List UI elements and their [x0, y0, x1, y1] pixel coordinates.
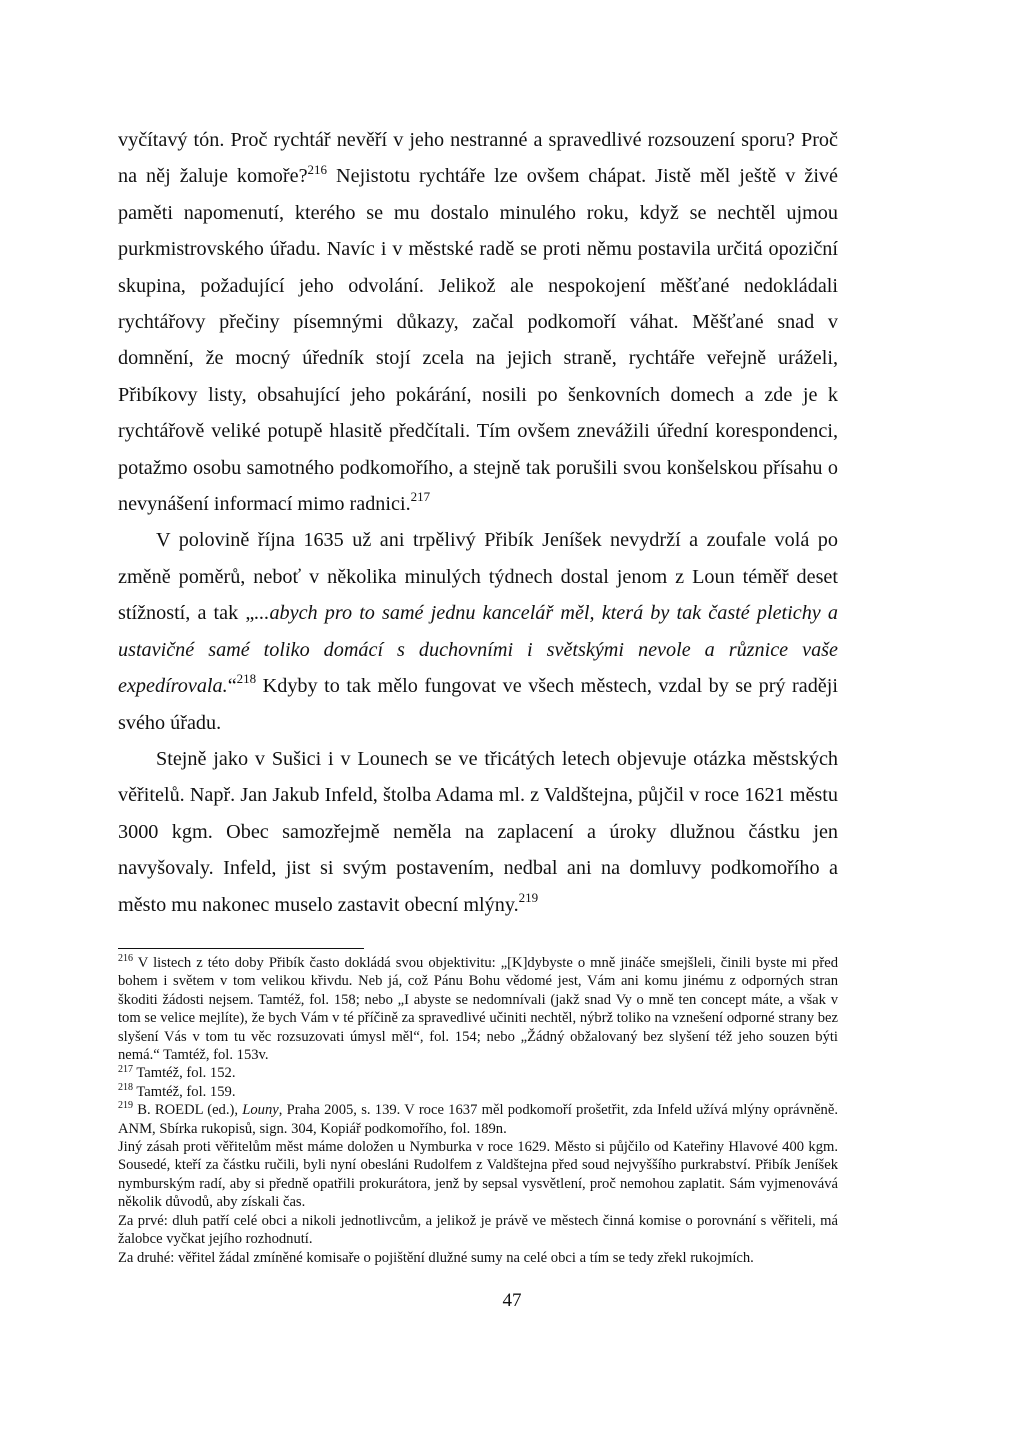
footnote-ref: 217: [118, 1063, 133, 1075]
text-run: Tamtéž, fol. 152.: [133, 1065, 236, 1082]
footnote: [118, 954, 838, 1064]
footnote: [118, 1249, 838, 1267]
text-run: Stejně jako v Sušici i v Lounech se ve třicátých letech objevuje otázka městských věřitelů. Např. Jan Jakub Infeld, štolba Adama ml. z Valdštejna, půjčil v roce 1621 městu 3000 kgm. Obec samozřejmě neměla na zaplacení a úroky dlužnou částku jen navyšovaly. Infeld, jist si svým postavením, nedbal ani na domluvy podkomořího a město mu nakonec muselo zastavit obecní mlýny.: [118, 747, 838, 916]
page-number: 47: [502, 1290, 522, 1311]
footnote: [118, 1138, 838, 1212]
footnote-ref: 216: [118, 953, 133, 965]
footnote-ref: 216: [307, 161, 328, 177]
footnote: [118, 1064, 838, 1082]
text-run: vyčítavý tón. Proč rychtář nevěří v jeho nestranné a spravedlivé rozsouzení sporu? Proč na něj žaluje komoře?: [118, 129, 838, 188]
italic-text: ...abych pro to samé jednu kancelář měl, která by tak časté pletichy a ustavičné samé toliko domácí s duchovními i světskými nevole a různice vaše expedírovala.: [118, 602, 838, 698]
text-run: Tamtéž, fol. 159.: [133, 1083, 236, 1100]
footnote-ref: 218: [118, 1081, 133, 1093]
paragraph: [118, 741, 838, 923]
footnote-ref: 217: [410, 489, 431, 505]
main-text: [118, 122, 838, 923]
text-run: Jiný zásah proti věřitelům měst máme doložen u Nymburka v roce 1629. Město si půjčilo od Kateřiny Hlavové 400 kgm. Sousedé, kteří za částku ručili, byli nyní obesláni Rudolfem z Valdštejna před soud nejvyššího purkrabství. Přibík Jeníšek nymburským radí, aby si předně opatřili prokurátora, jenž by sepsal vysvětlení, proč nemohou zaplatit. Sám vyjmenovává několik důvodů, aby získali čas.: [118, 1139, 838, 1211]
footnote: [118, 1083, 838, 1101]
text-run: Nejistotu rychtáře lze ovšem chápat. Jistě měl ještě v živé paměti napomenutí, kterého se mu dostalo minulého roku, když se nechtěl ujmou purkmistrovského úřadu. Navíc i v městské radě se proti němu postavila určitá opoziční skupina, požadující jeho odvolání. Jelikož ale nespokojení měšťané nedokládali rychtářovy přečiny písemnými důkazy, začal podkomoří váhat. Měšťané snad v domnění, že mocný úředník stojí zcela na jejich straně, rychtáře veřejně uráželi, Přibíkovy listy, obsahující jeho pokárání, nosili po šenkovních domech a zde je k rychtářově veliké potupě hlasitě předčítali. Tím ovšem znevážili úřední korespondenci, potažmo osobu samotného podkomořího, a stejně tak porušili svou konšelskou přísahu o nevynášení informací mimo radnici.: [118, 165, 838, 516]
footnote-ref: 219: [518, 889, 539, 905]
text-run: Kdyby to tak mělo fungovat ve všech městech, vzdal by se prý raději svého úřadu.: [118, 675, 838, 734]
text-run: V listech z této doby Přibík často dokládá svou objektivitu: „[K]dybyste o mně jináče smejšleli, činili byste mi před bohem i světem v tom velikou křivdu. Neb já, což Pánu Bohu vědomé jest, Vám ani komu jinému z odporných stran škoditi žádosti nejsem. Tamtéž, fol. 158; nebo „I abyste se nedomnívali (jakž snad Vy o mně ten concept máte, a však v tom se velice mejlíte), že bych Vám v té příčině za spravedlivé učiniti nechtěl, nýbrž toliko na vznešení odporné strany bez slyšení Vás v tom tu věc rozsuzovati úmysl měl“, fol. 154; nebo „Žádný obžalovaný bez slyšení též jeho souzen býti nemá.“ Tamtéž, fol. 153v.: [118, 955, 838, 1064]
text-run: , Praha 2005, s. 139. V roce 1637 měl podkomoří prošetřit, zda Infeld užívá mlýny oprávněně. ANM, Sbírka rukopisů, sign. 304, Kopiář podkomořího, fol. 189n.: [118, 1102, 838, 1137]
text-run: V polovině října 1635 už ani trpělivý Přibík Jeníšek nevydrží a zoufale volá po změně poměrů, neboť v několika minulých týdnech dostal jenom z Loun téměř deset stížností, a tak „: [118, 529, 838, 625]
footnote-ref: 218: [236, 671, 257, 687]
text-run: B. ROEDL (ed.),: [133, 1102, 243, 1119]
footnote: [118, 1101, 838, 1138]
footnote: [118, 1212, 838, 1249]
paragraph: [118, 522, 838, 740]
paragraph: [118, 122, 838, 522]
footnotes: [118, 954, 838, 1267]
text-run: “: [227, 675, 237, 698]
text-run: Za prvé: dluh patří celé obci a nikoli jednotlivcům, a jelikož je právě ve městech činná komise o porovnání s věřiteli, má žalobce vyčkat jejího rozhodnutí.: [118, 1212, 838, 1248]
footnote-ref: 219: [118, 1100, 133, 1112]
italic-text: Louny: [242, 1102, 279, 1119]
footnote-separator: [118, 948, 364, 949]
text-run: Za druhé: věřitel žádal zmíněné komisaře o pojištění dlužné sumy na celé obci a tím se tedy zřekl rukojmích.: [118, 1249, 754, 1266]
